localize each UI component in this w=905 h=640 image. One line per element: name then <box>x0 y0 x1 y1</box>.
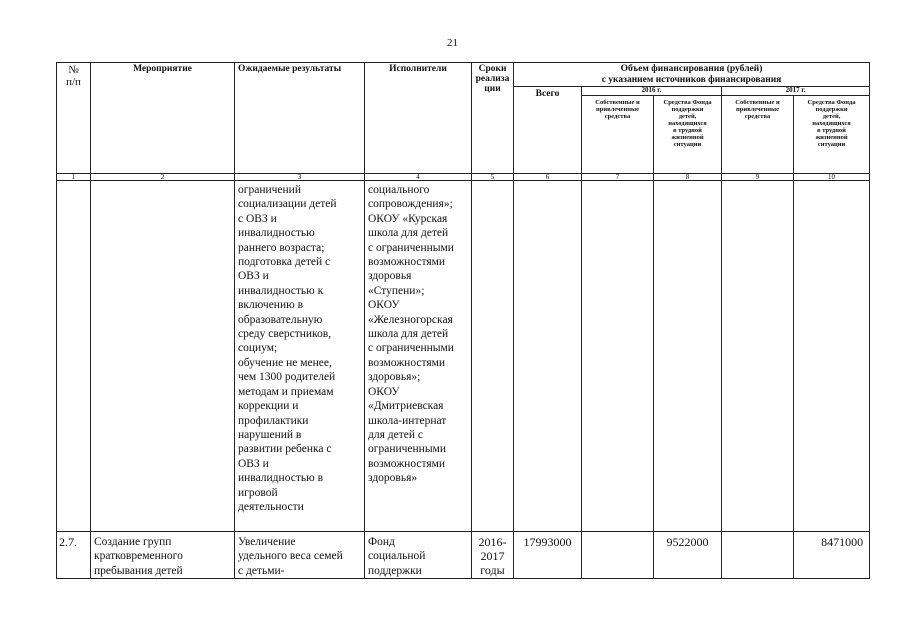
header-num: № п/п <box>57 63 91 174</box>
header-executors: Исполнители <box>365 63 472 174</box>
cell-results-continued: ограничений социализации детей с ОВЗ и инвалидностью раннего возраста; подготовка детей с ОВЗ и инвалидностью к включению в образовательную среду сверстников, социум; обучение не менее, чем 1300 родителей методам и приемам коррекции и профилактики нарушений в развитии ребенка с ОВЗ и инвалидностью в игровой деятельности <box>235 181 365 532</box>
cell-fund-2016: 9522000 <box>654 532 722 579</box>
col-number: 9 <box>722 174 794 181</box>
col-number: 4 <box>365 174 472 181</box>
cell-executors: Фонд социальной поддержки <box>365 532 472 579</box>
cell-executors-continued: социального сопровождения»; ОКОУ «Курская школа для детей с ограниченными возможностями здоровья «Ступени»; ОКОУ «Железногорская школа для детей с ограниченными возможностями здоровья»; ОКОУ «Дмитриевская школа-интернат для детей с ограниченными возможностями здоровья» <box>365 181 472 532</box>
cell-empty <box>722 181 794 532</box>
header-own-funds-2016: Собственные и привлеченные средства <box>582 96 654 174</box>
cell-empty <box>654 181 722 532</box>
header-year-2017: 2017 г. <box>722 87 870 96</box>
header-total: Всего <box>514 87 582 174</box>
header-financing: Объем финансирования (рублей) с указанием источников финансирования <box>514 63 870 87</box>
header-terms: Сроки реализа ции <box>472 63 514 174</box>
header-own-funds-2017: Собственные и привлеченные средства <box>722 96 794 174</box>
cell-fund-2017: 8471000 <box>794 532 870 579</box>
col-number: 1 <box>57 174 91 181</box>
cell-results: Увеличение удельного веса семей с детьми- <box>235 532 365 579</box>
col-number: 10 <box>794 174 870 181</box>
cell-empty <box>472 181 514 532</box>
cell-empty <box>514 181 582 532</box>
cell-empty <box>794 181 870 532</box>
cell-num: 2.7. <box>57 532 91 579</box>
col-number: 6 <box>514 174 582 181</box>
cell-empty <box>582 181 654 532</box>
col-number: 7 <box>582 174 654 181</box>
header-year-2016: 2016 г. <box>582 87 722 96</box>
cell-own-2016 <box>582 532 654 579</box>
header-results: Ожидаемые результаты <box>235 63 365 174</box>
header-fund-funds-2016: Средства Фонда поддержки детей, находящихся в трудной жизненной ситуации <box>654 96 722 174</box>
col-number: 2 <box>91 174 235 181</box>
col-number: 8 <box>654 174 722 181</box>
col-number: 3 <box>235 174 365 181</box>
cell-event: Создание групп кратковременного пребывания детей <box>91 532 235 579</box>
cell-own-2017 <box>722 532 794 579</box>
cell-total: 17993000 <box>514 532 582 579</box>
header-fund-funds-2017: Средства Фонда поддержки детей, находящихся в трудной жизненной ситуации <box>794 96 870 174</box>
page-number: 21 <box>447 37 458 49</box>
table-row-continued <box>57 181 870 532</box>
col-number: 5 <box>472 174 514 181</box>
cell-empty <box>91 181 235 532</box>
cell-empty <box>57 181 91 532</box>
financing-table <box>56 62 870 579</box>
cell-terms: 2016- 2017 годы <box>472 532 514 579</box>
table-row-2-7 <box>57 532 870 579</box>
header-event: Мероприятие <box>91 63 235 174</box>
